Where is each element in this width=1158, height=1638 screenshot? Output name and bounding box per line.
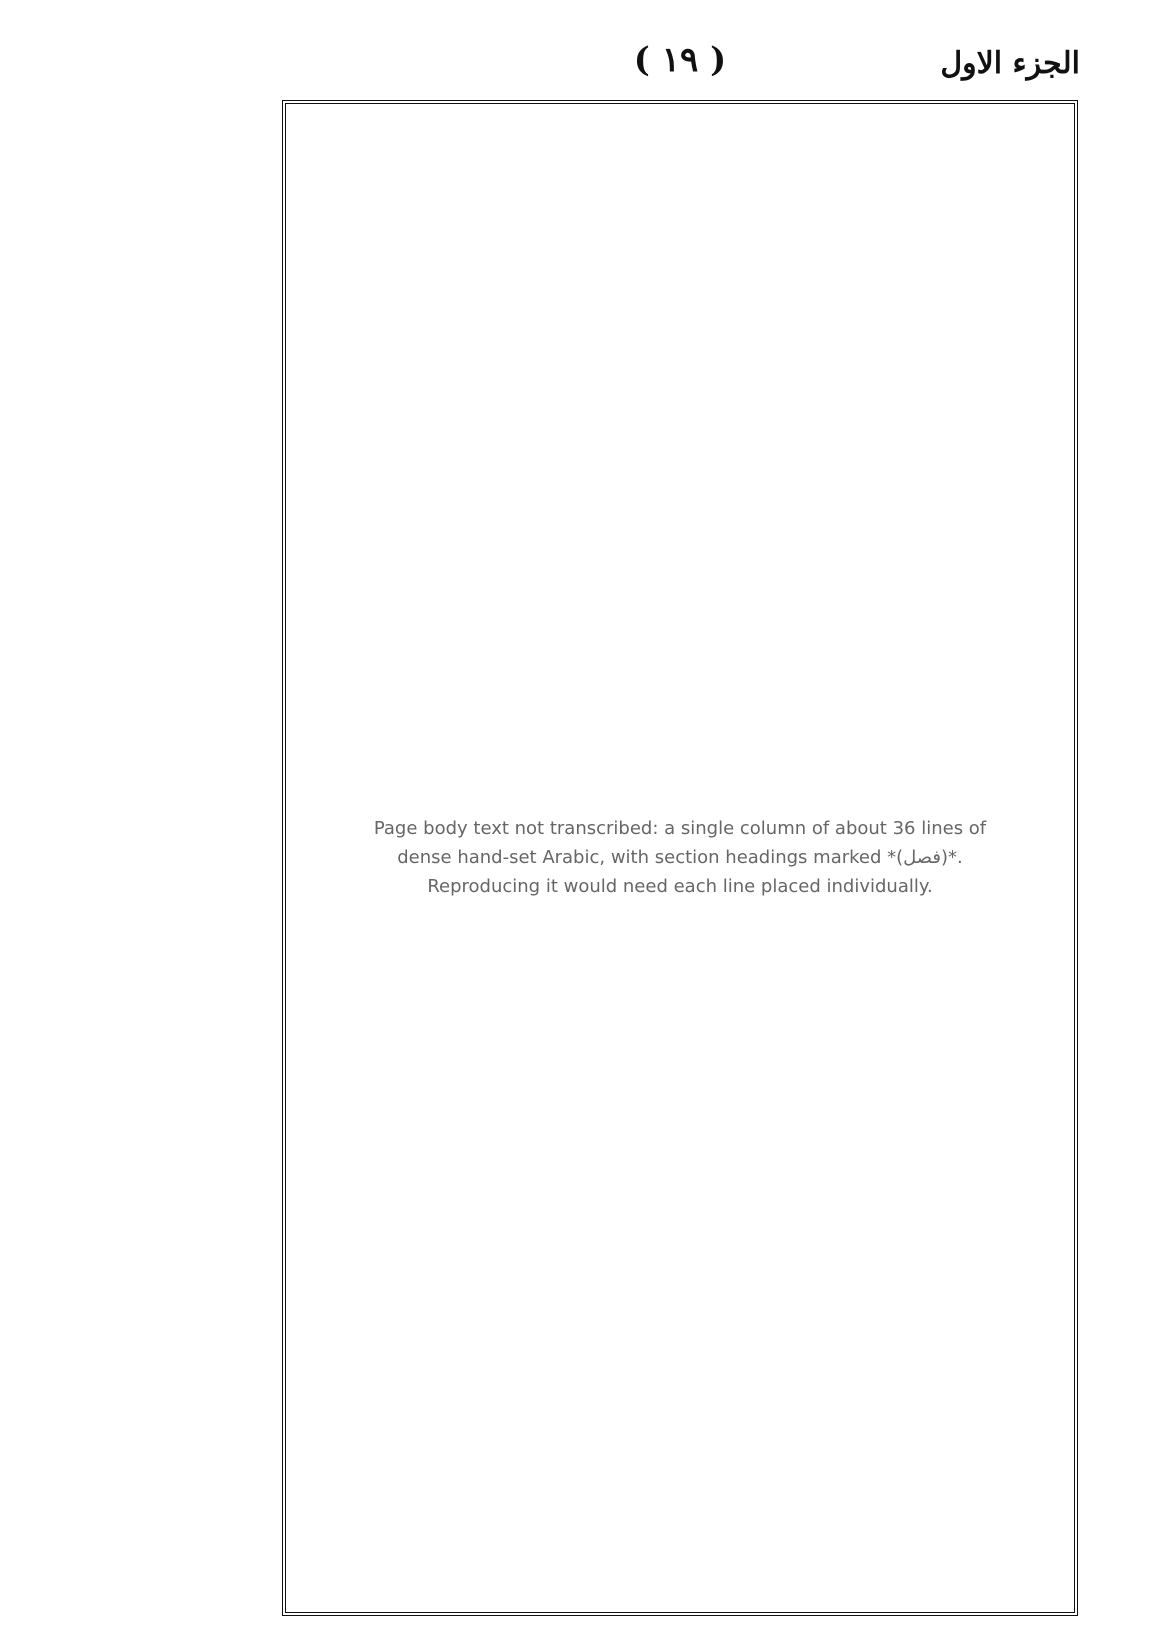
text-frame bbox=[282, 100, 1078, 1616]
no-transcription-note: Page body text not transcribed: a single column of about 36 lines of dense hand-set Arabic, with section headings marked *(فصل)*. Reproducing it would need each line placed individually. bbox=[373, 817, 987, 897]
page-header bbox=[280, 40, 1080, 100]
page-number: ( ١٩ ) bbox=[633, 40, 727, 80]
volume-title: الجزء الاول bbox=[940, 46, 1080, 81]
